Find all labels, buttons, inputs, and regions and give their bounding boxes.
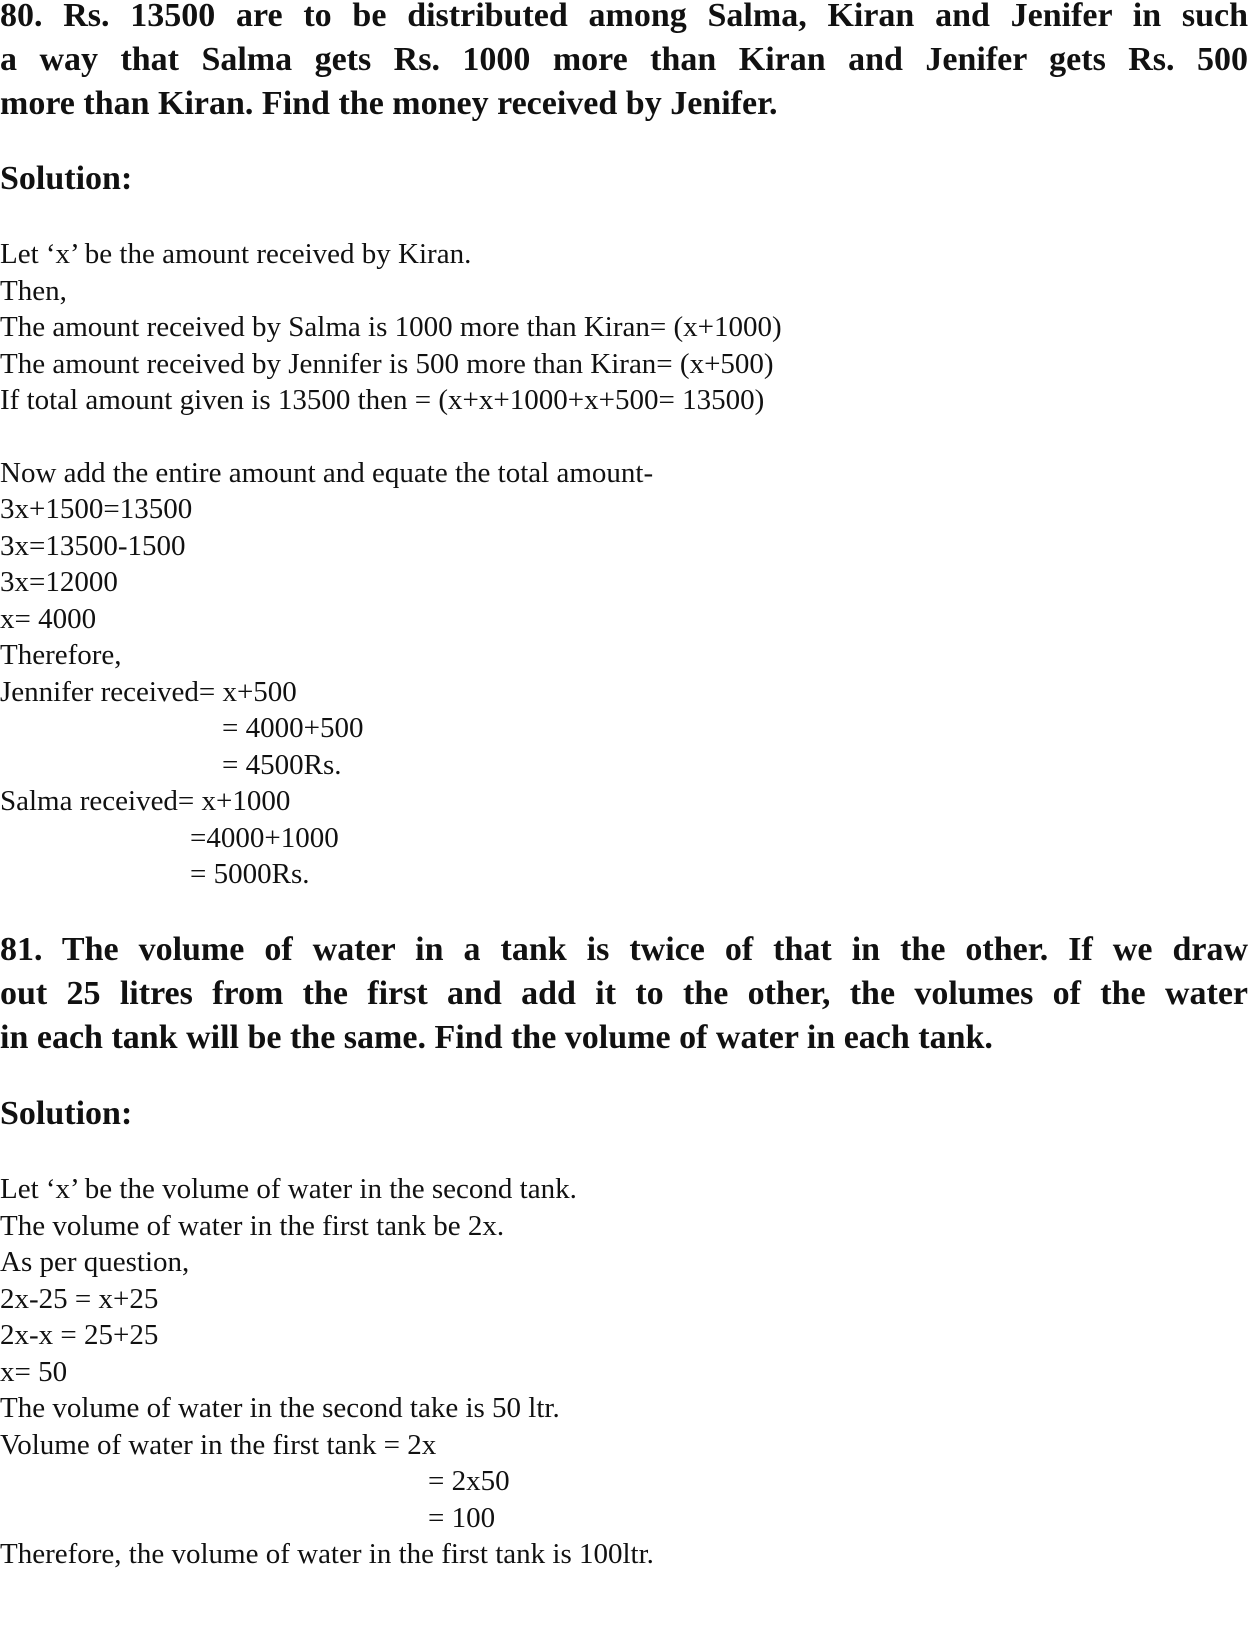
question-81-line-3: in each tank will be the same. Find the volume of water in each tank.	[0, 1019, 993, 1056]
solution-81-line: As per question,	[0, 1246, 190, 1278]
solution-81-line: = 100	[428, 1502, 496, 1534]
solution-81-line: 2x-x = 25+25	[0, 1319, 159, 1351]
solution-80-line: = 4500Rs.	[222, 749, 342, 781]
solution-81-line: Therefore, the volume of water in the first tank is 100ltr.	[0, 1538, 654, 1570]
solution-81-line: x= 50	[0, 1356, 68, 1388]
question-81	[0, 928, 1248, 1060]
solution-80-line: Salma received= x+1000	[0, 785, 291, 817]
solution-80-line: Then,	[0, 275, 67, 307]
solution-81-line: Volume of water in the first tank = 2x	[0, 1429, 437, 1461]
solution-80-line: =4000+1000	[190, 822, 339, 854]
question-80-line-3: more than Kiran. Find the money received by Jenifer.	[0, 85, 778, 122]
question-80-line-1: 80. Rs. 13500 are to be distributed among Salma, Kiran and Jenifer in such	[0, 0, 1248, 34]
solution-81-line: 2x-25 = x+25	[0, 1283, 159, 1315]
solution-81-line: The volume of water in the second take is 50 ltr.	[0, 1392, 560, 1424]
solution-80-line: Therefore,	[0, 639, 122, 671]
question-80	[0, 0, 1248, 126]
solution-80-line: Now add the entire amount and equate the total amount-	[0, 457, 654, 489]
solution-80-line: Jennifer received= x+500	[0, 676, 297, 708]
question-81-line-2: out 25 litres from the first and add it to the other, the volumes of the water	[0, 975, 1248, 1012]
solution-80-line: The amount received by Jennifer is 500 more than Kiran= (x+500)	[0, 348, 774, 380]
solution-81-line: = 2x50	[428, 1465, 510, 1497]
solution-80-line: 3x+1500=13500	[0, 493, 193, 525]
solution-81-heading: Solution:	[0, 1095, 133, 1132]
solution-80-line: Let ‘x’ be the amount received by Kiran.	[0, 238, 472, 270]
solution-80-line: If total amount given is 13500 then = (x+x+1000+x+500= 13500)	[0, 384, 765, 416]
solution-80-line: = 4000+500	[222, 712, 364, 744]
solution-80-line: x= 4000	[0, 603, 97, 635]
solution-80-line: The amount received by Salma is 1000 more than Kiran= (x+1000)	[0, 311, 782, 343]
solution-81-line: The volume of water in the first tank be 2x.	[0, 1210, 505, 1242]
solution-80-line: 3x=13500-1500	[0, 530, 186, 562]
solution-81-line: Let ‘x’ be the volume of water in the second tank.	[0, 1173, 577, 1205]
solution-80-line: = 5000Rs.	[190, 858, 310, 890]
solution-80-line: 3x=12000	[0, 566, 118, 598]
question-81-line-1: 81. The volume of water in a tank is twice of that in the other. If we draw	[0, 931, 1248, 968]
question-80-line-2: a way that Salma gets Rs. 1000 more than Kiran and Jenifer gets Rs. 500	[0, 41, 1248, 78]
solution-80-heading: Solution:	[0, 160, 133, 197]
